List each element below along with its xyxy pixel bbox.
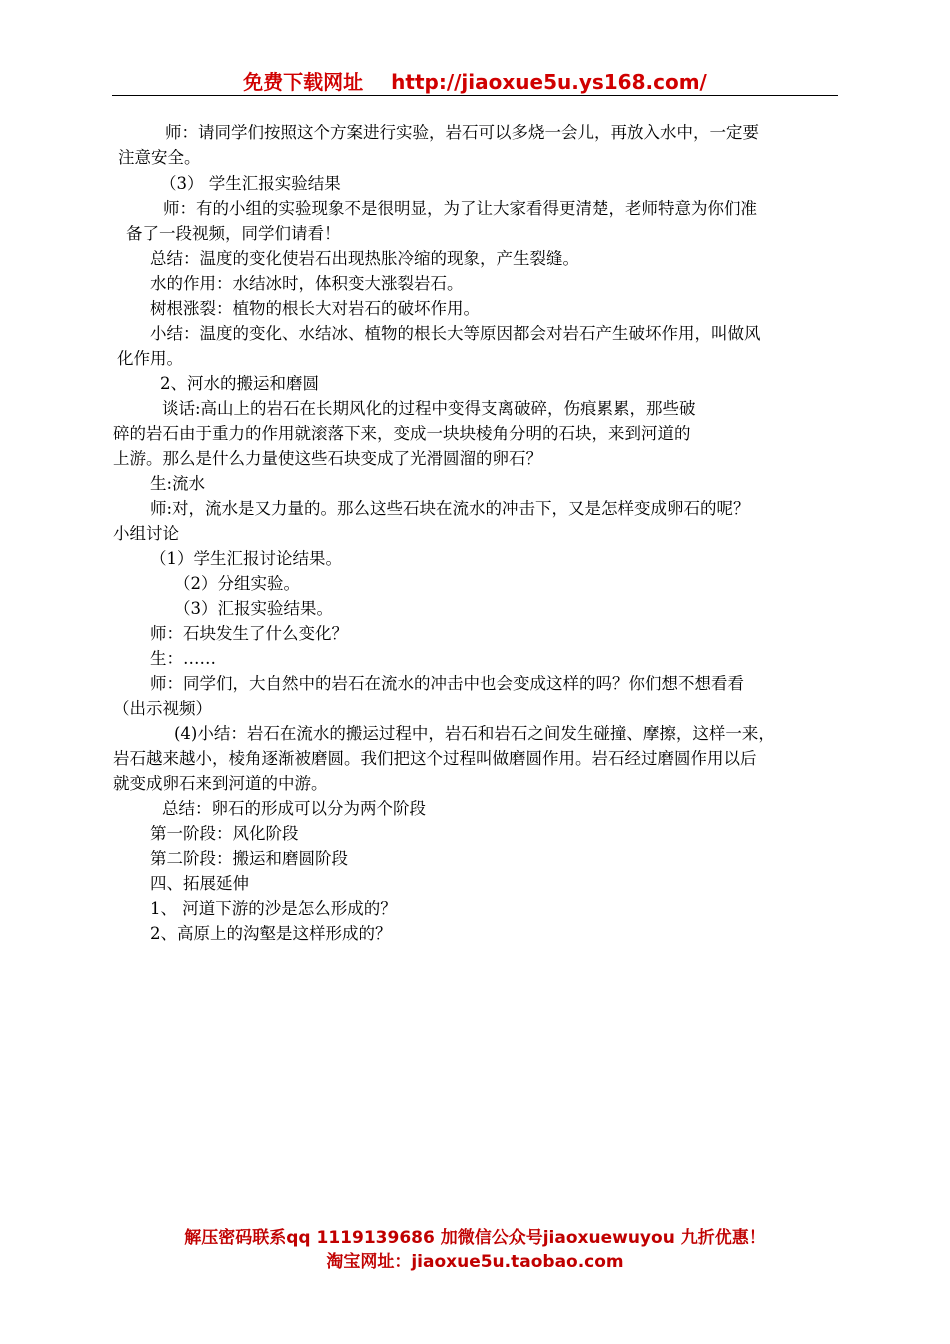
text-line: (4)小结：岩石在流水的搬运过程中，岩石和岩石之间发生碰撞、摩擦，这样一来， <box>174 724 775 743</box>
text-line: 2、高原上的沟壑是这样形成的？ <box>150 924 392 943</box>
text-line: 小组讨论 <box>113 524 179 543</box>
text-line: 总结：卵石的形成可以分为两个阶段 <box>162 799 426 818</box>
text-line: 生:流水 <box>150 474 206 493</box>
text-line: 师：请同学们按照这个方案进行实验，岩石可以多烧一会儿，再放入水中，一定要 <box>165 123 759 142</box>
text-line: 师:对，流水是又力量的。那么这些石块在流水的冲击下，又是怎样变成卵石的呢？ <box>150 499 750 518</box>
text-line: 水的作用：水结冰时，体积变大涨裂岩石。 <box>150 274 464 293</box>
text-line: 2、河水的搬运和磨圆 <box>160 374 319 393</box>
text-line: 第二阶段：搬运和磨圆阶段 <box>150 849 348 868</box>
text-line: 岩石越来越小，棱角逐渐被磨圆。我们把这个过程叫做磨圆作用。岩石经过磨圆作用以后 <box>113 749 757 768</box>
text-line: （2）分组实验。 <box>174 574 300 593</box>
header-rule <box>112 95 838 96</box>
text-line: （1）学生汇报讨论结果。 <box>150 549 342 568</box>
text-line: 树根涨裂：植物的根长大对岩石的破坏作用。 <box>150 299 480 318</box>
footer-contact: 解压密码联系qq 1119139686 加微信公众号jiaoxuewuyou 九折优惠！ <box>184 1228 766 1248</box>
text-line: 生：…… <box>150 649 216 668</box>
header-url[interactable]: http://jiaoxue5u.ys168.com/ <box>391 70 707 94</box>
text-line: 就变成卵石来到河道的中游。 <box>113 774 328 793</box>
text-line: 师：同学们，大自然中的岩石在流水的冲击中也会变成这样的吗？你们想不想看看 <box>150 674 744 693</box>
text-line: 1、 河道下游的沙是怎么形成的？ <box>150 899 397 918</box>
text-line: 总结：温度的变化使岩石出现热胀冷缩的现象，产生裂缝。 <box>150 249 579 268</box>
text-line: 备了一段视频，同学们请看！ <box>126 224 341 243</box>
text-line: 注意安全。 <box>118 148 201 167</box>
footer-shop-url: 淘宝网址：jiaoxue5u.taobao.com <box>326 1252 624 1272</box>
text-line: 四、拓展延伸 <box>150 874 249 893</box>
page-header <box>112 66 838 95</box>
header-title: 免费下载网址 <box>243 70 364 94</box>
text-line: 师：有的小组的实验现象不是很明显，为了让大家看得更清楚，老师特意为你们准 <box>163 199 757 218</box>
text-line: 碎的岩石由于重力的作用就滚落下来，变成一块块棱角分明的石块，来到河道的 <box>113 424 691 443</box>
text-line: 第一阶段：风化阶段 <box>150 824 299 843</box>
text-line: 谈话:高山上的岩石在长期风化的过程中变得支离破碎，伤痕累累，那些破 <box>162 399 696 418</box>
text-line: 师：石块发生了什么变化？ <box>150 624 348 643</box>
text-line: （出示视频） <box>113 699 212 718</box>
text-line: 小结：温度的变化、水结冰、植物的根长大等原因都会对岩石产生破坏作用，叫做风 <box>150 324 761 343</box>
text-line: （3） 学生汇报实验结果 <box>160 174 341 193</box>
text-line: 化作用。 <box>117 349 183 368</box>
text-line: 上游。那么是什么力量使这些石块变成了光滑圆溜的卵石？ <box>113 449 542 468</box>
text-line: （3）汇报实验结果。 <box>174 599 333 618</box>
